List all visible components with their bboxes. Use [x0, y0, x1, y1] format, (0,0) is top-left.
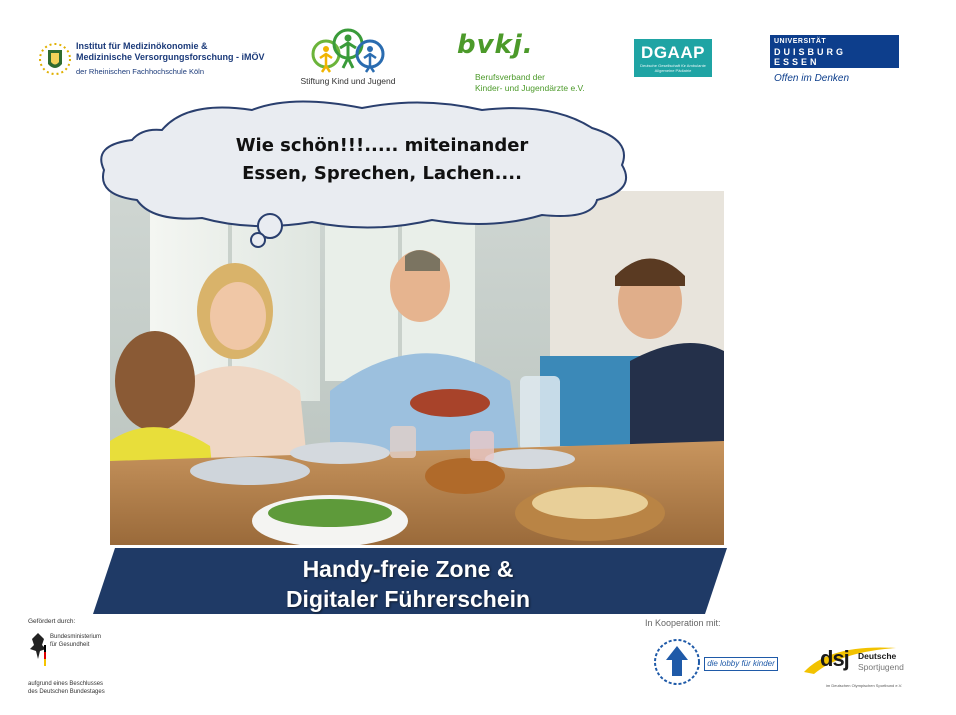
ude-logo: [770, 35, 900, 91]
dgaap-subtitle: Deutsche Gesellschaft für Ambulante Allgemeine Pädiatrie: [640, 63, 706, 73]
ude-box: [770, 35, 899, 68]
cloud-line2: Essen, Sprechen, Lachen....: [242, 163, 522, 184]
bvkj-line1: Berufsverband der: [475, 72, 545, 82]
cloud-line1: Wie schön!!!..... miteinander: [235, 135, 529, 156]
title-banner: [93, 546, 727, 616]
funding-block: [28, 618, 148, 698]
stiftung-logo: [298, 26, 398, 90]
ude-line3: ESSEN: [774, 57, 820, 67]
cloud-text: [222, 132, 542, 188]
imoev-line1: Institut für Medizinökonomie &: [76, 41, 208, 51]
ministry-line1: Bundesministerium: [50, 634, 102, 640]
thought-cloud: [92, 100, 630, 250]
dgaap-logo: [634, 39, 712, 77]
dsj-footnote: im Deutschen Olympischen Sportbund e.V.: [826, 683, 903, 688]
dksb-emblem-icon: [652, 634, 702, 694]
imoev-logo: [38, 38, 288, 82]
banner-title: [153, 554, 663, 614]
funding-note-line2: des Deutschen Bundestages: [28, 689, 105, 695]
cooperation-label: In Kooperation mit:: [645, 618, 721, 628]
ministry-name: [50, 633, 101, 649]
dksb-lobby-text: die lobby für kinder: [704, 657, 778, 671]
ude-line2: DUISBURG: [774, 47, 847, 57]
dsj-line2: Sportjugend: [858, 662, 904, 672]
stiftung-figures-icon: [298, 26, 398, 76]
federal-eagle-icon: [28, 631, 48, 671]
ministry-line2: für Gesundheit: [50, 642, 90, 648]
imoev-subtitle: der Rheinischen Fachhochschule Köln: [76, 67, 204, 76]
dsj-line1: Deutsche: [858, 651, 897, 661]
banner-line2: Digitaler Führerschein: [285, 586, 531, 612]
bvkj-line2: Kinder- und Jugendärzte e.V.: [475, 83, 585, 93]
funding-note-line1: aufgrund eines Beschlusses: [28, 681, 104, 687]
bvkj-text: [475, 72, 585, 94]
dsj-logo: [800, 642, 904, 692]
bvkj-logo: [455, 30, 605, 98]
funding-label: Gefördert durch:: [28, 618, 76, 625]
ude-line1: UNIVERSITÄT: [774, 38, 827, 45]
banner-line1: Handy-freie Zone &: [302, 556, 514, 582]
imoev-title: [76, 41, 265, 63]
dsj-wordmark: dsj: [820, 646, 849, 671]
dgaap-title: DGAAP: [641, 43, 705, 62]
imoev-emblem-icon: [38, 40, 72, 78]
ude-slogan: Offen im Denken: [774, 73, 850, 84]
stiftung-caption: Stiftung Kind und Jugend: [300, 76, 396, 86]
dksb-logo: [652, 634, 782, 694]
bvkj-wordmark: bvkj.: [457, 30, 534, 60]
funding-note: [28, 680, 105, 696]
imoev-line2: Medizinische Versorgungsforschung - iMÖV: [76, 52, 265, 62]
